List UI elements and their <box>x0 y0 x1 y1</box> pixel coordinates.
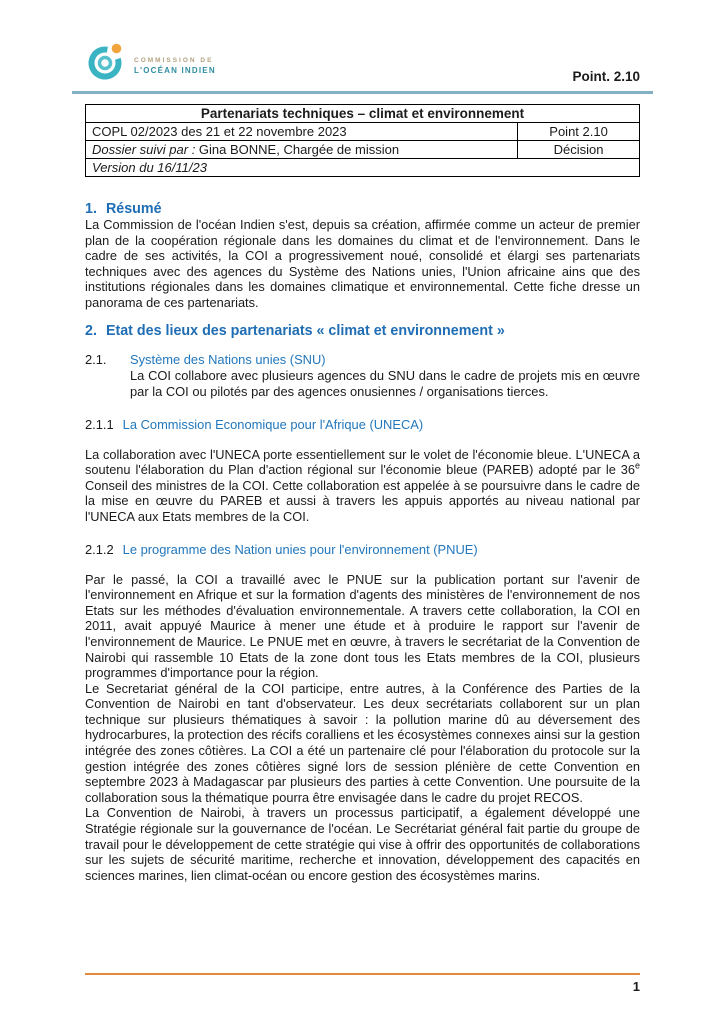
table-row <box>86 159 640 177</box>
logo-line1: COMMISSION DE <box>134 57 214 65</box>
dossier-cell <box>86 141 518 159</box>
footer-rule <box>85 973 640 975</box>
copl-reference: COPL 02/2023 des 21 et 22 novembre 2023 <box>86 123 518 141</box>
coi-logo-icon <box>85 40 127 87</box>
section-1-number: 1. <box>85 201 97 217</box>
section-2-number: 2. <box>85 322 97 339</box>
subsection-2-1-2-title: Le programme des Nation unies pour l'environnement (PNUE) <box>122 541 478 557</box>
subsection-2-1-2-number: 2.1.2 <box>85 541 114 557</box>
point-label: Point. 2.10 <box>572 69 640 84</box>
dossier-value: Gina BONNE, Chargée de mission <box>195 141 400 157</box>
subsection-2-1-1-paragraph <box>85 447 640 525</box>
section-1-paragraph: La Commission de l'océan Indien s'est, depuis sa création, affirmée comme un acteur de premier plan de la coopération régionale dans les domaines du climat et de l'environnement. Dans le cadre de ses activités, la COI a progressivement noué, consolidé et élargi ses partenariats techniques avec des agences du Système des Nations unies, l'Union africaine ains que des institutions régionales dans les domaines climatique et environnemental. Cette fiche dresse un panorama de ces partenariats. <box>85 217 640 310</box>
subsection-2-1-body: La COI collabore avec plusieurs agences du SNU dans le cadre de projets mis en œuvre par la COI ou pilotés par des agences onusiennes / organisations tierces. <box>130 367 640 399</box>
table-row <box>86 123 640 141</box>
subsection-2-1-2-paragraph-2: Le Secretariat général de la COI participe, entre autres, à la Conférence des Parties de la Convention de Nairobi en tant d'observateur. Les deux secrétariats collaborent sur un plan technique sur plusieurs thématiques à savoir : la pollution marine dû au déversement des hydrocarbures, la protection des récifs coralliens et les écosystèmes connexes ainsi sur la gestion intégrée des zones côtières. La COI a été un partenaire clé pour l'élaboration du protocole sur la gestion intégrée des zones côtières signé lors de session plénière de cette Convention en septembre 2023 à Madagascar par plusieurs des parties à cette Convention. Une poursuite de la collaboration sous la thématique pourra être envisagée dans le cadre du projet RECOS. <box>85 680 640 805</box>
document-info-table <box>85 104 640 177</box>
section-1-title: Résumé <box>105 201 162 217</box>
para-text: La collaboration avec l'UNECA porte essentiellement sur le volet de l'économie bleue. L'UNECA a soutenu l'élaboration du Plan d'action régional sur l'économie bleue (PAREB) adopté par le 36 <box>85 446 640 478</box>
coi-logo <box>85 40 216 87</box>
table-row <box>86 141 640 159</box>
subsection-2-1-1-title: La Commission Economique pour l'Afrique (UNECA) <box>122 416 424 432</box>
subsection-2-1-2-paragraph-1: Par le passé, la COI a travaillé avec le PNUE sur la publication portant sur l'avenir de l'environnement en Afrique et sur la formation d'agents des ministères de l'environnement de nos Etats sur les méthodes d'évaluation environnementale. A travers cette collaboration, la COI en 2011, avait appuyé Maurice à mener une étude et à produire le rapport sur l'avenir de l'environnement de Maurice. Le PNUE met en œuvre, à travers le secrétariat de la Convention de Nairobi qui rassemble 10 Etats de la zone dont tous les Etats membres de la COI, plusieurs programmes d'importance pour la région. <box>85 571 640 681</box>
header-rule <box>72 91 653 94</box>
subsection-2-1-2-heading <box>85 542 640 557</box>
version-cell: Version du 16/11/23 <box>86 159 640 177</box>
subsection-2-1-2-paragraph-3: La Convention de Nairobi, à travers un processus participatif, a également développé une Stratégie régionale sur la gouvernance de l'océan. Le Secrétariat général fait partie du groupe de travail pour le développement de cette stratégie qui vise à offrir des opportunités de collaborations sur les sujets de sécurité maritime, recherche et innovation, développement des capacités en sciences marines, lien climat-océan ou encore gestion des écosystèmes marins. <box>85 805 640 883</box>
subsection-2-1-1-number: 2.1.1 <box>85 416 114 432</box>
table-row <box>86 105 640 123</box>
page-header <box>85 40 640 87</box>
section-2-title: Etat des lieux des partenariats « climat et environnement » <box>105 322 505 339</box>
superscript-e: e <box>634 460 640 471</box>
section-2-heading <box>85 323 640 339</box>
para-text: Conseil des ministres de la COI. Cette collaboration est appelée à se poursuivre dans le cadre de la mise en œuvre du PAREB et aussi à travers les appuis apportés au niveau national par l'UNECA aux Etats membres de la COI. <box>85 477 640 524</box>
dossier-label: Dossier suivi par : <box>92 141 196 157</box>
logo-line2: L'OCÉAN INDIEN <box>134 65 216 75</box>
decision-cell: Décision <box>518 141 640 159</box>
subsection-2-1-number: 2.1. <box>85 351 107 367</box>
subsection-2-1-title: Système des Nations unies (SNU) <box>130 351 326 367</box>
point-cell: Point 2.10 <box>518 123 640 141</box>
page-number: 1 <box>632 979 640 994</box>
section-1-heading <box>85 201 640 217</box>
subsection-2-1-1-heading <box>85 417 640 432</box>
subsection-2-1 <box>85 352 640 400</box>
coi-logo-text <box>134 51 216 75</box>
doc-title: Partenariats techniques – climat et environnement <box>86 105 640 123</box>
